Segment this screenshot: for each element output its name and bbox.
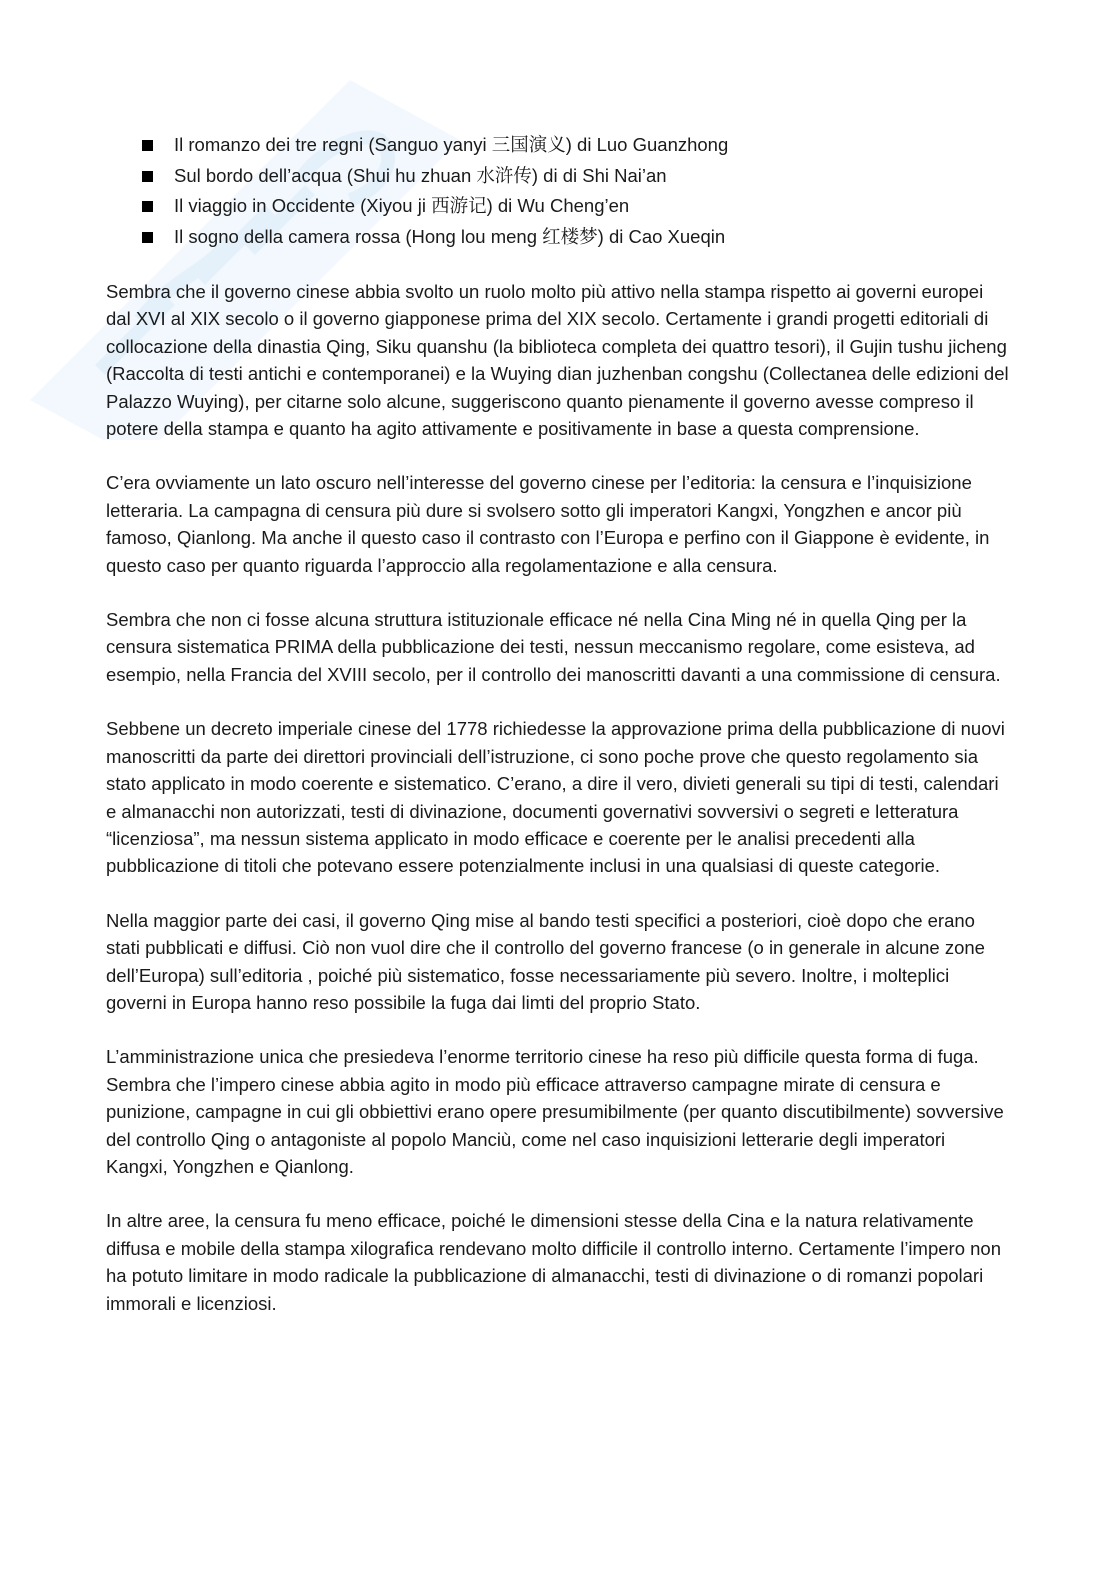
bullet-square-icon xyxy=(142,171,153,182)
list-item xyxy=(106,130,1011,161)
bullet-square-icon xyxy=(142,140,153,151)
list-item-text: Il viaggio in Occidente (Xiyou ji 西游记) di Wu Cheng’en xyxy=(174,195,630,216)
list-item-text: Il romanzo dei tre regni (Sanguo yanyi 三国演义) di Luo Guanzhong xyxy=(174,134,729,155)
bullet-square-icon xyxy=(142,232,153,243)
list-item-text: Il sogno della camera rossa (Hong lou meng 红楼梦) di Cao Xueqin xyxy=(174,225,726,247)
paragraph: Sembra che non ci fosse alcuna struttura istituzionale efficace né nella Cina Ming né in quella Qing per la censura sistematica PRIMA della pubblicazione dei testi, nessun meccanismo regolare, come esisteva, ad esempio, nella Francia del XVIII secolo, per il controllo dei manoscritti davanti a una commissione di censura. xyxy=(106,609,1001,685)
list-item xyxy=(106,161,1011,192)
list-item xyxy=(106,222,1011,253)
paragraph: Nella maggior parte dei casi, il governo Qing mise al bando testi specifici a posteriori, cioè dopo che erano stati pubblicati e diffusi. Ciò non vuol dire che il controllo del governo francese (o in generale in alcune zone dell’Europa) sull’editoria , poiché più sistematico, fosse necessariamente più severo. Inoltre, i molteplici governi in Europa hanno reso possibile la fuga dai limti del proprio Stato. xyxy=(106,909,985,1013)
paragraph: Sembra che il governo cinese abbia svolto un ruolo molto più attivo nella stampa rispetto ai governi europei dal XVI al XIX secolo o il governo giapponese prima del XIX secolo. Certamente i grandi progetti editoriali di collocazione della dinastia Qing, Siku quanshu (la biblioteca completa dei quattro tesori), il Gujin tushu jicheng (Raccolta di testi antichi e contemporanei) e la Wuying dian juzhenban congshu (Collectanea delle edizioni del Palazzo Wuying), per citarne solo alcune, suggeriscono quanto pienamente il governo avesse compreso il potere della stampa e quanto ha agito attivamente e positivamente in base a questa comprensione. xyxy=(106,281,1009,440)
paragraph: C’era ovviamente un lato oscuro nell’interesse del governo cinese per l’editoria: la censura e l’inquisizione letteraria. La campagna di censura più dure si svolsero sotto gli imperatori Kangxi, Yongzhen e ancor più famoso, Qianlong. Ma anche il questo caso il contrasto con l’Europa e perfino con il Giappone è evidente, in questo caso per quanto riguarda l’approccio alla regolamentazione e alla censura. xyxy=(106,472,990,576)
document-content xyxy=(106,130,1011,1317)
list-item-text: Sul bordo dell’acqua (Shui hu zhuan 水浒传) di di Shi Nai’an xyxy=(174,164,667,186)
novel-list xyxy=(106,130,1011,252)
paragraph: Sebbene un decreto imperiale cinese del 1778 richiedesse la approvazione prima della pubblicazione di nuovi manoscritti da parte dei direttori provinciali dell’istruzione, ci sono poche prove che questo regolamento sia stato applicato in modo coerente e sistematico. C’erano, a dire il vero, divieti generali su tipi di testi, calendari e almanacchi non autorizzati, testi di divinazione, documenti governativi sovversivi o segreti e letteratura “licenziosa”, ma nessun sistema applicato in modo efficace e coerente per le analisi precedenti alla pubblicazione di titoli che potevano essere potenzialmente inclusi in una qualsiasi di queste categorie. xyxy=(106,718,1005,877)
paragraph: L’amministrazione unica che presiedeva l’enorme territorio cinese ha reso più difficile questa forma di fuga. Sembra che l’impero cinese abbia agito in modo più efficace attraverso campagne mirate di censura e punizione, campagne in cui gli obbiettivi erano opere presumibilmente (per quanto discutibilmente) sovversive del controllo Qing o antagoniste al popolo Manciù, come nel caso inquisizioni letterarie degli imperatori Kangxi, Yongzhen e Qianlong. xyxy=(106,1046,1004,1177)
bullet-square-icon xyxy=(142,201,153,212)
list-item xyxy=(106,191,1011,222)
paragraph: In altre aree, la censura fu meno efficace, poiché le dimensioni stesse della Cina e la natura relativamente diffusa e mobile della stampa xilografica rendevano molto difficile il controllo interno. Certamente l’impero non ha potuto limitare in modo radicale la pubblicazione di almanacchi, testi di divinazione o di romanzi popolari immorali e licenziosi. xyxy=(106,1210,1001,1314)
